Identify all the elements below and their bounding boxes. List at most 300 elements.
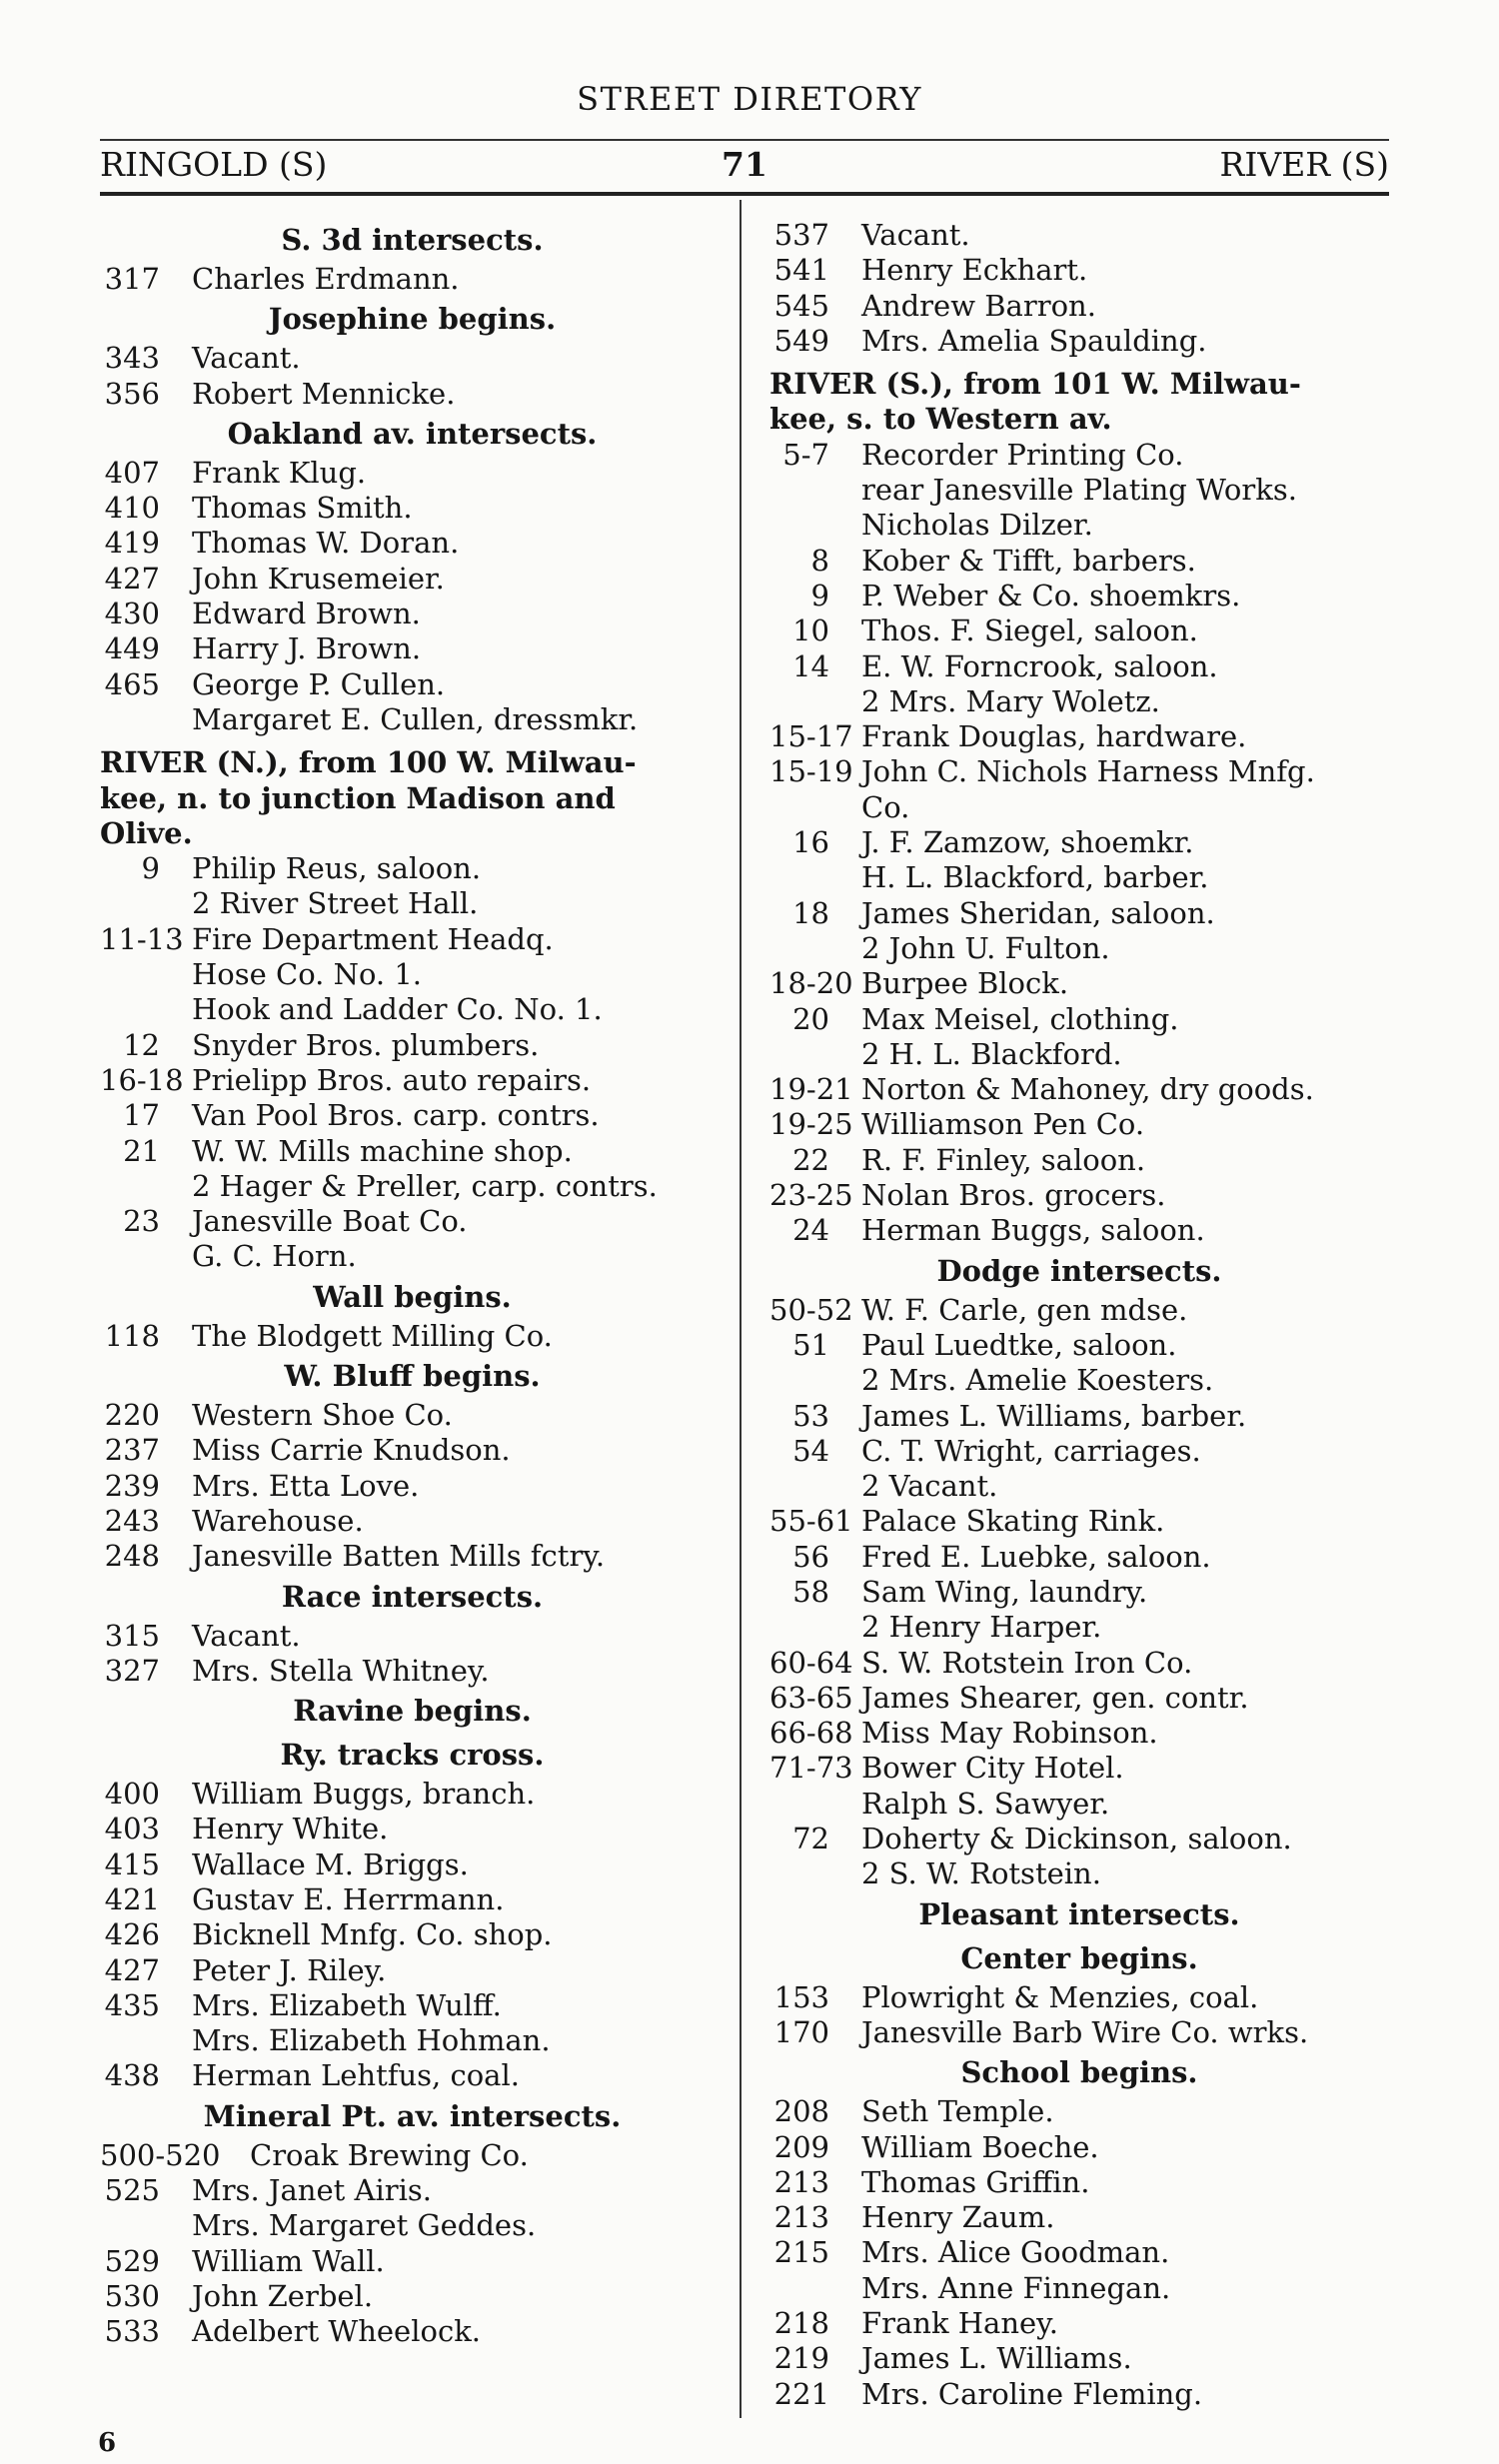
- occupant-name: Palace Skating Rink.: [861, 1504, 1165, 1539]
- directory-entry: [100, 1204, 725, 1239]
- directory-entry: [769, 1980, 1389, 2015]
- directory-entry: [100, 341, 725, 376]
- occupant-name: Norton & Mahoney, dry goods.: [861, 1072, 1314, 1107]
- occupant-name: Mrs. Etta Love.: [192, 1468, 420, 1503]
- occupant-name: Andrew Barron.: [861, 288, 1096, 323]
- directory-entry: [769, 473, 1389, 508]
- occupant-name: Ralph S. Sawyer.: [861, 1786, 1110, 1821]
- occupant-name: James L. Williams.: [861, 2341, 1132, 2376]
- street-heading-line: RIVER (S.), from 101 W. Milwau-: [769, 367, 1301, 402]
- occupant-name: Thos. F. Siegel, saloon.: [861, 614, 1198, 648]
- house-number: 8: [810, 543, 829, 578]
- occupant-name: Philip Reus, saloon.: [192, 851, 482, 886]
- occupant-name: Burpee Block.: [861, 966, 1069, 1001]
- directory-entry: [769, 966, 1389, 1001]
- directory-entry: [100, 992, 725, 1027]
- house-number: 55-61: [769, 1504, 853, 1539]
- page-title: STREET DIRETORY: [577, 80, 922, 118]
- street-heading: [100, 745, 725, 851]
- directory-entry: [769, 719, 1389, 754]
- house-number: 18-20: [769, 966, 853, 1001]
- directory-entry: [769, 1681, 1389, 1716]
- house-number: 11-13: [100, 921, 184, 956]
- footer-signature-mark: 6: [98, 2428, 117, 2458]
- directory-entry: [769, 754, 1389, 789]
- directory-entry: [100, 702, 725, 737]
- directory-entry: [100, 1028, 725, 1063]
- running-header: [100, 145, 1389, 189]
- house-number: 315: [104, 1618, 160, 1653]
- occupant-name: Wallace M. Briggs.: [192, 1847, 469, 1881]
- occupant-name: Mrs. Anne Finnegan.: [861, 2270, 1171, 2305]
- occupant-name: 2 Hager & Preller, carp. contrs.: [192, 1168, 658, 1203]
- directory-entry: [769, 1610, 1389, 1645]
- house-number: 221: [773, 2376, 829, 2411]
- occupant-name: Plowright & Menzies, coal.: [861, 1979, 1259, 2014]
- occupant-name: Paul Luedtke, saloon.: [861, 1327, 1177, 1362]
- directory-entry: [100, 1134, 725, 1169]
- occupant-name: Doherty & Dickinson, saloon.: [861, 1822, 1292, 1856]
- street-heading-line: kee, s. to Western av.: [769, 402, 1112, 437]
- directory-entry: [100, 562, 725, 597]
- occupant-name: Mrs. Stella Whitney.: [192, 1653, 490, 1688]
- section-heading: Dodge intersects.: [936, 1253, 1222, 1288]
- occupant-name: Mrs. Margaret Geddes.: [192, 2208, 537, 2243]
- house-number: 438: [104, 2058, 160, 2093]
- house-number: 15-17: [769, 719, 853, 754]
- house-number: 118: [104, 1318, 160, 1353]
- directory-entry: [100, 526, 725, 561]
- house-number: 5-7: [782, 437, 829, 472]
- house-number: 421: [104, 1881, 160, 1916]
- house-number: 356: [104, 376, 160, 411]
- directory-entry: [769, 324, 1389, 359]
- directory-entry: [769, 289, 1389, 324]
- directory-entry: [100, 1433, 725, 1468]
- house-number: 19-21: [769, 1072, 853, 1107]
- occupant-name: Frank Haney.: [861, 2306, 1058, 2341]
- house-number: 465: [104, 666, 160, 701]
- house-number: 63-65: [769, 1680, 853, 1715]
- directory-entry: [769, 1540, 1389, 1575]
- house-number: 9: [810, 578, 829, 613]
- occupant-name: E. W. Forncrook, saloon.: [861, 648, 1218, 683]
- occupant-name: Mrs. Amelia Spaulding.: [861, 323, 1207, 358]
- house-number: 419: [104, 526, 160, 561]
- directory-entry: [769, 218, 1389, 253]
- house-number: 545: [773, 288, 829, 323]
- occupant-name: Vacant.: [192, 341, 301, 376]
- house-number: 51: [792, 1327, 829, 1362]
- house-number: 17: [123, 1098, 160, 1133]
- house-number: 16-18: [100, 1062, 184, 1097]
- house-number: 22: [792, 1142, 829, 1177]
- directory-entry: [100, 262, 725, 297]
- house-number: 426: [104, 1917, 160, 1952]
- occupant-name: Mrs. Janet Airis.: [192, 2173, 432, 2208]
- house-number: 317: [104, 262, 160, 296]
- house-number: 213: [773, 2164, 829, 2199]
- occupant-name: Robert Mennicke.: [192, 376, 456, 411]
- occupant-name: Frank Douglas, hardware.: [861, 719, 1247, 754]
- directory-entry: [769, 1213, 1389, 1248]
- occupant-name: Nicholas Dilzer.: [861, 508, 1093, 543]
- occupant-name: 2 H. L. Blackford.: [861, 1036, 1122, 1071]
- house-number: 533: [104, 2314, 160, 2349]
- occupant-name: Thomas W. Doran.: [192, 526, 460, 561]
- house-number: 215: [773, 2235, 829, 2270]
- directory-entry: [100, 1504, 725, 1539]
- house-number: 71-73: [769, 1751, 853, 1786]
- occupant-name: Mrs. Elizabeth Wulff.: [192, 1987, 502, 2022]
- directory-entry: [100, 377, 725, 412]
- street-heading-line: RIVER (N.), from 100 W. Milwau-: [100, 745, 637, 780]
- house-number: 343: [104, 341, 160, 376]
- house-number: 153: [773, 1979, 829, 2014]
- directory-entry: [100, 1239, 725, 1274]
- directory-entry: [769, 860, 1389, 895]
- occupant-name: 2 Henry Harper.: [861, 1610, 1102, 1645]
- directory-entry: [100, 1398, 725, 1433]
- section-heading: Oakland av. intersects.: [227, 416, 598, 451]
- occupant-name: 2 S. W. Rotstein.: [861, 1856, 1101, 1891]
- directory-entry: [100, 1777, 725, 1812]
- house-number: 60-64: [769, 1645, 853, 1680]
- occupant-name: Sam Wing, laundry.: [861, 1574, 1148, 1609]
- house-number: 54: [792, 1433, 829, 1468]
- occupant-name: Thomas Griffin.: [861, 2164, 1090, 2199]
- directory-entry: [100, 631, 725, 666]
- occupant-name: Herman Lehtfus, coal.: [192, 2058, 520, 2093]
- house-number: 537: [773, 218, 829, 252]
- section-heading: Josephine begins.: [268, 302, 557, 337]
- house-number: 12: [123, 1027, 160, 1062]
- page-number: 71: [722, 145, 767, 184]
- directory-entry: [769, 649, 1389, 684]
- occupant-name: Janesville Batten Mills fctry.: [192, 1539, 606, 1574]
- directory-entry: [769, 1646, 1389, 1681]
- occupant-name: Max Meisel, clothing.: [861, 1001, 1179, 1036]
- directory-entry: [100, 1654, 725, 1689]
- directory-entry: [100, 2138, 725, 2173]
- occupant-name: Mrs. Alice Goodman.: [861, 2235, 1170, 2270]
- directory-entry: [769, 1504, 1389, 1539]
- directory-entry: [100, 2208, 725, 2243]
- directory-entry: [100, 922, 725, 957]
- occupant-name: P. Weber & Co. shoemkrs.: [861, 578, 1241, 613]
- occupant-name: Warehouse.: [192, 1503, 364, 1538]
- directory-entry: [769, 1716, 1389, 1751]
- directory-entry: [769, 2015, 1389, 2050]
- directory-entry: [100, 2023, 725, 2058]
- directory-entry: [100, 1319, 725, 1354]
- occupant-name: 2 Vacant.: [861, 1469, 998, 1504]
- directory-entry: [769, 508, 1389, 543]
- directory-entry: [769, 1037, 1389, 1072]
- directory-entry: [769, 1072, 1389, 1107]
- right-column: [769, 218, 1389, 2412]
- street-heading-line: Olive.: [100, 815, 193, 850]
- house-number: 243: [104, 1503, 160, 1538]
- directory-entry: [769, 544, 1389, 579]
- occupant-name: George P. Cullen.: [192, 666, 446, 701]
- occupant-name: John Krusemeier.: [192, 561, 445, 596]
- occupant-name: Bower City Hotel.: [861, 1751, 1124, 1786]
- occupant-name: R. F. Finley, saloon.: [861, 1142, 1146, 1177]
- house-number: 525: [104, 2173, 160, 2208]
- directory-entry: [100, 667, 725, 702]
- occupant-name: 2 Mrs. Amelie Koesters.: [861, 1363, 1214, 1398]
- occupant-name: Bicknell Mnfg. Co. shop.: [192, 1917, 553, 1952]
- occupant-name: Nolan Bros. grocers.: [861, 1178, 1166, 1213]
- directory-entry: [769, 2377, 1389, 2412]
- directory-entry: [100, 597, 725, 631]
- house-number: 529: [104, 2243, 160, 2278]
- directory-entry: [100, 1882, 725, 1917]
- directory-entry: [100, 1619, 725, 1654]
- header-top-rule: [100, 139, 1389, 141]
- house-number: 435: [104, 1987, 160, 2022]
- occupant-name: Adelbert Wheelock.: [192, 2314, 481, 2349]
- directory-entry: [100, 1812, 725, 1847]
- occupant-name: Western Shoe Co.: [192, 1398, 453, 1433]
- directory-entry: [769, 1434, 1389, 1469]
- occupant-name: Snyder Bros. plumbers.: [192, 1027, 540, 1062]
- occupant-name: Kober & Tifft, barbers.: [861, 543, 1196, 578]
- house-number: 327: [104, 1653, 160, 1688]
- house-number: 50-52: [769, 1292, 853, 1327]
- occupant-name: William Boeche.: [861, 2129, 1099, 2164]
- occupant-name: W. F. Carle, gen mdse.: [861, 1292, 1188, 1327]
- directory-entry: [100, 2244, 725, 2279]
- house-number: 58: [792, 1574, 829, 1609]
- house-number: 19-25: [769, 1107, 853, 1142]
- occupant-name: J. F. Zamzow, shoemkr.: [861, 825, 1194, 860]
- occupant-name: 2 River Street Hall.: [192, 886, 479, 921]
- street-heading: [769, 367, 1389, 438]
- directory-entry: [769, 684, 1389, 719]
- directory-entry: [769, 2235, 1389, 2270]
- house-number: 430: [104, 597, 160, 631]
- directory-entry: [100, 1098, 725, 1133]
- house-number: 530: [104, 2278, 160, 2313]
- house-number: 9: [141, 851, 160, 886]
- occupant-name: The Blodgett Milling Co.: [192, 1318, 553, 1353]
- directory-entry: [100, 851, 725, 886]
- section-heading: Ravine begins.: [293, 1694, 532, 1729]
- directory-entry: [769, 790, 1389, 825]
- house-number: 209: [773, 2129, 829, 2164]
- column-divider: [740, 200, 742, 2418]
- occupant-name: John Zerbel.: [192, 2278, 374, 2313]
- occupant-name: Seth Temple.: [861, 2094, 1054, 2129]
- occupant-name: Henry White.: [192, 1812, 389, 1847]
- occupant-name: Janesville Barb Wire Co. wrks.: [861, 2014, 1309, 2049]
- house-number: 427: [104, 1952, 160, 1987]
- directory-entry: [769, 1143, 1389, 1178]
- directory-entry: [769, 825, 1389, 860]
- section-heading: Race intersects.: [281, 1579, 544, 1614]
- directory-entry: [100, 491, 725, 526]
- directory-entry: [769, 1107, 1389, 1142]
- house-number: 248: [104, 1539, 160, 1574]
- occupant-name: Herman Buggs, saloon.: [861, 1213, 1205, 1248]
- section-heading: Ry. tracks cross.: [280, 1738, 545, 1773]
- house-number: 23: [123, 1204, 160, 1239]
- directory-entry: [769, 614, 1389, 648]
- house-number: 549: [773, 323, 829, 358]
- occupant-name: W. W. Mills machine shop.: [192, 1133, 573, 1168]
- section-heading: Center begins.: [960, 1940, 1198, 1975]
- occupant-name: Recorder Printing Co.: [861, 437, 1184, 472]
- occupant-name: Miss May Robinson.: [861, 1716, 1158, 1751]
- house-number: 15-19: [769, 754, 853, 789]
- house-number: 23-25: [769, 1178, 853, 1213]
- house-number: 24: [792, 1213, 829, 1248]
- section-heading: W. Bluff begins.: [284, 1359, 541, 1394]
- occupant-name: William Buggs, branch.: [192, 1777, 536, 1812]
- house-number: 449: [104, 631, 160, 666]
- house-number: 53: [792, 1398, 829, 1433]
- house-number: 16: [792, 825, 829, 860]
- occupant-name: Van Pool Bros. carp. contrs.: [192, 1098, 600, 1133]
- house-number: 56: [792, 1539, 829, 1574]
- directory-entry: [769, 2094, 1389, 2129]
- occupant-name: H. L. Blackford, barber.: [861, 860, 1209, 895]
- directory-entry: [769, 1751, 1389, 1786]
- occupant-name: Fred E. Luebke, saloon.: [861, 1539, 1211, 1574]
- directory-entry: [769, 253, 1389, 288]
- section-heading: Mineral Pt. av. intersects.: [203, 2098, 622, 2133]
- house-number: 170: [773, 2014, 829, 2049]
- house-number: 427: [104, 561, 160, 596]
- occupant-name: Janesville Boat Co.: [192, 1204, 468, 1239]
- occupant-name: Gustav E. Herrmann.: [192, 1881, 505, 1916]
- occupant-name: Charles Erdmann.: [192, 262, 460, 296]
- header-bottom-rule: [100, 192, 1389, 196]
- occupant-name: Frank Klug.: [192, 455, 367, 490]
- occupant-name: Peter J. Riley.: [192, 1952, 387, 1987]
- occupant-name: William Wall.: [192, 2243, 385, 2278]
- occupant-name: Hose Co. No. 1.: [192, 957, 423, 992]
- occupant-name: Thomas Smith.: [192, 491, 413, 526]
- occupant-name: James L. Williams, barber.: [861, 1398, 1247, 1433]
- section-heading: S. 3d intersects.: [281, 223, 544, 257]
- house-number: 219: [773, 2341, 829, 2376]
- directory-entry: [100, 1917, 725, 1952]
- occupant-name: Vacant.: [861, 218, 970, 252]
- occupant-name: John C. Nichols Harness Mnfg.: [861, 754, 1315, 789]
- directory-entry: [769, 1328, 1389, 1363]
- occupant-name: Prielipp Bros. auto repairs.: [192, 1062, 592, 1097]
- directory-entry: [100, 1988, 725, 2023]
- directory-entry: [100, 2279, 725, 2314]
- house-number: 407: [104, 455, 160, 490]
- occupant-name: Williamson Pen Co.: [861, 1107, 1145, 1142]
- occupant-name: Fire Department Headq.: [192, 921, 554, 956]
- house-number: 72: [792, 1822, 829, 1856]
- house-number: 400: [104, 1777, 160, 1812]
- house-number: 20: [792, 1001, 829, 1036]
- directory-entry: [100, 1063, 725, 1098]
- directory-entry: [769, 1002, 1389, 1037]
- house-number: 403: [104, 1812, 160, 1847]
- directory-entry: [100, 2173, 725, 2208]
- directory-entry: [769, 438, 1389, 473]
- house-number: 18: [792, 895, 829, 930]
- house-number: 208: [773, 2094, 829, 2129]
- occupant-name: Mrs. Elizabeth Hohman.: [192, 2023, 551, 2058]
- occupant-name: G. C. Horn.: [192, 1239, 357, 1274]
- directory-entry: [100, 957, 725, 992]
- occupant-name: Co.: [861, 789, 910, 824]
- directory-entry: [100, 1539, 725, 1574]
- house-number: 500-520: [100, 2137, 221, 2172]
- house-number: 21: [123, 1133, 160, 1168]
- house-number: 220: [104, 1398, 160, 1433]
- directory-entry: [769, 2200, 1389, 2235]
- occupant-name: Henry Eckhart.: [861, 253, 1088, 288]
- house-number: 541: [773, 253, 829, 288]
- house-number: 213: [773, 2200, 829, 2235]
- directory-entry: [769, 579, 1389, 614]
- directory-entry: [100, 1953, 725, 1988]
- directory-entry: [769, 1178, 1389, 1213]
- directory-entry: [100, 2058, 725, 2093]
- directory-entry: [769, 2341, 1389, 2376]
- house-number: 415: [104, 1847, 160, 1881]
- occupant-name: Henry Zaum.: [861, 2200, 1055, 2235]
- directory-entry: [769, 1399, 1389, 1434]
- street-heading-line: kee, n. to junction Madison and: [100, 780, 616, 815]
- occupant-name: Vacant.: [192, 1618, 301, 1653]
- occupant-name: James Sheridan, saloon.: [861, 895, 1215, 930]
- directory-entry: [769, 1575, 1389, 1610]
- occupant-name: Margaret E. Cullen, dressmkr.: [192, 701, 639, 736]
- house-number: 218: [773, 2306, 829, 2341]
- house-number: 14: [792, 648, 829, 683]
- directory-entry: [100, 1469, 725, 1504]
- section-heading: Pleasant intersects.: [918, 1896, 1240, 1931]
- directory-entry: [769, 1822, 1389, 1856]
- directory-entry: [769, 2306, 1389, 2341]
- directory-entry: [769, 2130, 1389, 2165]
- directory-entry: [769, 1469, 1389, 1504]
- left-column: [100, 218, 725, 2350]
- directory-entry: [100, 886, 725, 921]
- directory-entry: [769, 1856, 1389, 1891]
- house-number: 10: [792, 614, 829, 648]
- header-right-street: RIVER (S): [1219, 145, 1389, 184]
- section-heading: School begins.: [960, 2055, 1198, 2090]
- occupant-name: 2 Mrs. Mary Woletz.: [861, 683, 1160, 718]
- occupant-name: Harry J. Brown.: [192, 631, 422, 666]
- directory-entry: [100, 1848, 725, 1882]
- section-heading: Wall begins.: [313, 1279, 512, 1314]
- directory-entry: [100, 2314, 725, 2349]
- directory-entry: [769, 2165, 1389, 2200]
- occupant-name: Miss Carrie Knudson.: [192, 1433, 511, 1468]
- house-number: 237: [104, 1433, 160, 1468]
- house-number: 410: [104, 491, 160, 526]
- occupant-name: Edward Brown.: [192, 597, 421, 631]
- occupant-name: Mrs. Caroline Fleming.: [861, 2376, 1203, 2411]
- directory-entry: [769, 1787, 1389, 1822]
- occupant-name: C. T. Wright, carriages.: [861, 1433, 1201, 1468]
- occupant-name: James Shearer, gen. contr.: [861, 1680, 1249, 1715]
- occupant-name: rear Janesville Plating Works.: [861, 473, 1297, 508]
- header-left-street: RINGOLD (S): [100, 145, 328, 184]
